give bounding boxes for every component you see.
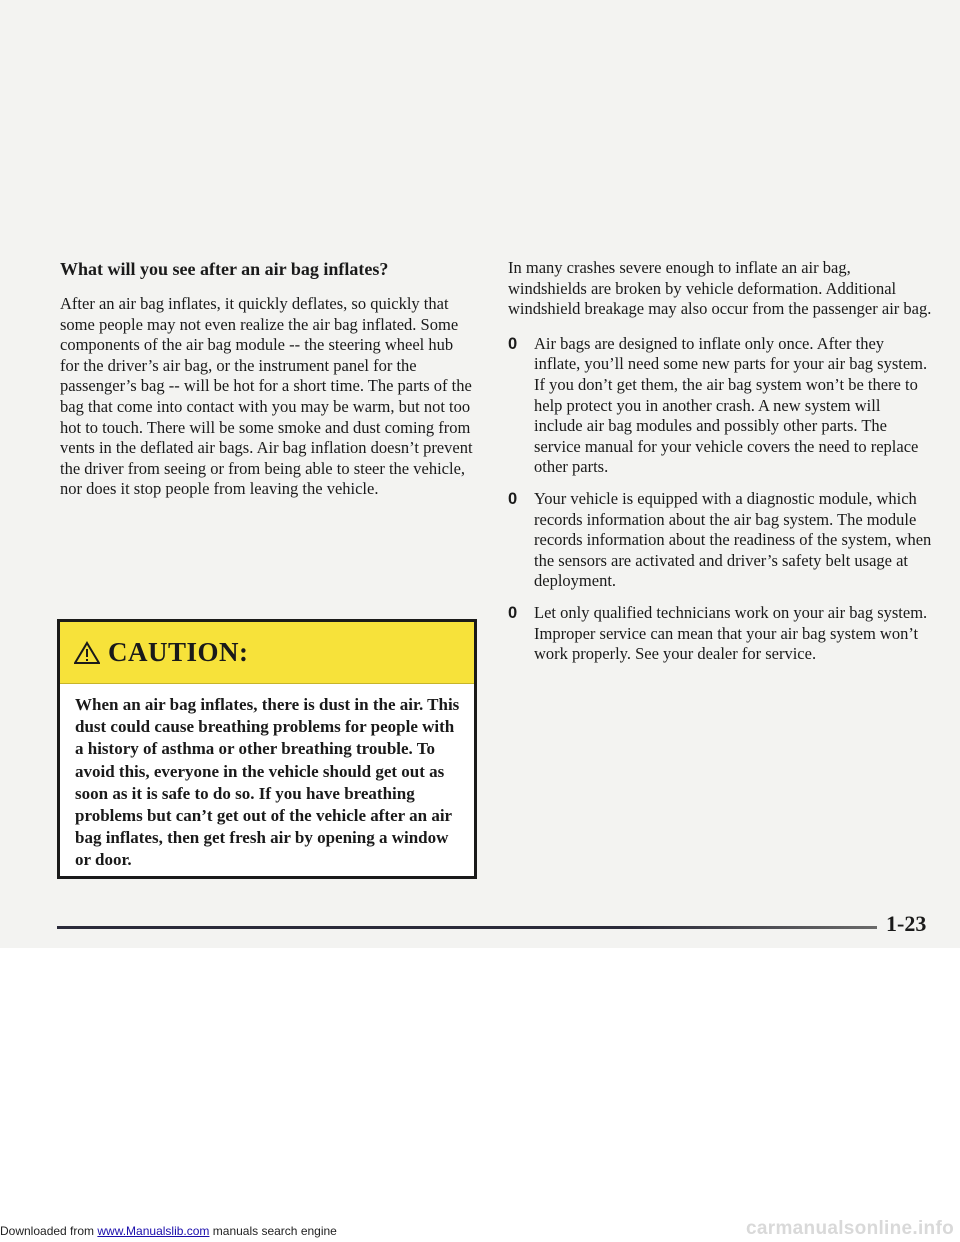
section-heading: What will you see after an air bag inflates? — [60, 259, 389, 279]
footer-suffix: manuals search engine — [209, 1224, 337, 1238]
warning-triangle-icon — [74, 641, 100, 665]
footer-prefix: Downloaded from — [0, 1224, 98, 1238]
right-column — [508, 258, 933, 676]
manualslib-link[interactable]: www.Manualslib.com — [97, 1224, 210, 1238]
watermark: carmanualsonline.info — [746, 1218, 954, 1239]
caution-box — [57, 619, 477, 879]
caution-header — [60, 622, 474, 684]
body-paragraph: After an air bag inflates, it quickly deflates, so quickly that some people may not even realize the air bag inflated. Some components of the air bag module -- the steering wheel hub for the driver’s air bag, or the instrument panel for the passenger’s bag -- will be hot for a short time. The parts of the bag that come into contact with you may be warm, but not too hot to touch. There will be some smoke and dust coming from vents in the deflated air bags. Air bag inflation doesn’t prevent the driver from seeing or from being able to steer the vehicle, nor does it stop people from leaving the vehicle. — [60, 294, 473, 499]
bullet-text: Air bags are designed to inflate only once. After they inflate, you’ll need some new parts for your air bag system. If you don’t get them, the air bag system won’t be there to help protect you in another crash. A new system will include air bag modules and possibly other parts. The service manual for your vehicle covers the need to replace other parts. — [534, 333, 928, 477]
list-item — [508, 334, 933, 478]
left-column — [60, 258, 475, 500]
list-item — [508, 603, 933, 665]
caution-title: CAUTION: — [108, 637, 249, 667]
bullet-marker: 0 — [508, 489, 518, 508]
intro-paragraph: In many crashes severe enough to inflate an air bag, windshields are broken by vehicle deformation. Additional windshield breakage may also occur from the passenger air bag. — [508, 258, 932, 319]
page-number: 1-23 — [886, 911, 927, 936]
caution-text: When an air bag inflates, there is dust in the air. This dust could cause breathing problems for people with a history of asthma or other breathing trouble. To avoid this, everyone in the vehicle should get out as soon as it is safe to do so. If you have breathing problems but can’t get out of the vehicle after an air bag inflates, then get fresh air by opening a window or door. — [75, 695, 460, 870]
bullet-marker: 0 — [508, 334, 518, 353]
bullet-text: Your vehicle is equipped with a diagnostic module, which records information about the air bag system. The module records information about the readiness of the system, when the sensors are activated and driver’s safety belt usage at deployment. — [534, 488, 932, 591]
list-item — [508, 489, 933, 592]
download-footer — [0, 1224, 337, 1238]
bullet-list — [508, 334, 933, 665]
bullet-marker: 0 — [508, 603, 518, 622]
bullet-text: Let only qualified technicians work on your air bag system. Improper service can mean that your air bag system won’t work properly. See your dealer for service. — [534, 602, 928, 664]
footer-rule — [57, 926, 877, 929]
